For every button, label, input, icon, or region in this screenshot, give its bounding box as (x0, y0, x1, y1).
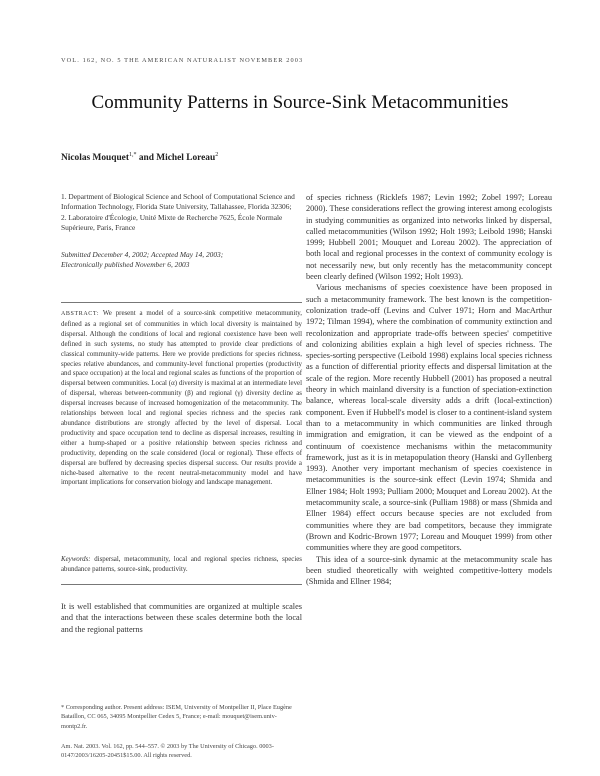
right-column (306, 192, 552, 587)
affiliations (61, 192, 302, 234)
author-affiliation-mark: 1,* (128, 152, 137, 158)
body-paragraph: of species richness (Ricklefs 1987; Levin 1992; Zobel 1997; Loreau 2000). These considerations reflect the growing interest among ecologists in studying communities as organized into networks linked by dispersal, called metacommunities (Wilson 1992; Holt 1993; Leibold 1998; Hanski 1999; Hubbell 2001; Mouquet and Loreau 2002). The appreciation of both local and regional processes in the context of community ecology is not necessarily new, but only recently has the metacommunity concept been clearly defined (Wilson 1992; Holt 1993). (306, 193, 552, 282)
publication-dates (61, 250, 302, 271)
footnote: * Corresponding author. Present address: ISEM, University of Montpellier II, Place Eugène Bataillon, CC 065, 34095 Montpellier Cedex 5, France; e-mail: mouquet@isem.univ-montp2.fr. (61, 704, 292, 730)
affiliation: 1. Department of Biological Science and School of Computational Science and Information Technology, Florida State University, Tallahassee, Florida 32306; (61, 192, 295, 212)
author-line (61, 152, 218, 163)
author-name: Michel Loreau (156, 153, 216, 164)
keywords (61, 555, 302, 575)
submitted-date: Submitted December 4, 2002; Accepted May 14, 2003; (61, 250, 224, 259)
citation: Am. Nat. 2003. Vol. 162, pp. 544–557. © 2003 by The University of Chicago. 0003-0147/2003/16205-20451$15.00. All rights reserved. (61, 743, 274, 760)
body-paragraph: Various mechanisms of species coexistence have been proposed in such a metacommunity framework. The best known is the competition-colonization trade-off (Levins and Culver 1971; Horn and MacArthur 1972; Tilman 1994), where the combination of community extinction and recolonization and appropriate trade-offs between species' competitive and colonizing abilities explain a high level of species richness. The species-sorting perspective (Leibold 1998) explains local species richness as a function of differential priority effects and dispersal limitation at the scale of the region. More recently Hubbell (2001) has proposed a neutral theory in which mainland diversity is a function of speciation-extinction balance, whereas local-scale diversity adds a drift (local-extinction) component. Even if Hubbell's model is closer to a continent-island system than to a metacommunity in which communities are linked through immigration and emigration, it can be viewed as the endpoint of a continuum of coexistence mechanisms within the metacommunity framework, just as it is in metapopulation theory (Hanski and Gyllenberg 1993). Another very important mechanism of species coexistence in metacommunities is the source-sink effect (Levin 1974; Shmida and Ellner 1984; Holt 1993; Pulliam 2000; Mouquet and Loreau 2002). At the metacommunity scale, a source-sink (Pulliam 1988) or mass (Shmida and Ellner 1984) effect occurs because species are not excluded from communities where they are bad competitors, because they immigrate (Brown and Kodric-Brown 1977; Loreau and Mouquet 1999) from other communities where they are good competitors. (306, 283, 552, 553)
author-conjunction: and (138, 153, 154, 164)
abstract (61, 309, 302, 488)
keywords-label: Keywords: (61, 556, 91, 563)
affiliation: 2. Laboratoire d'Écologie, Unité Mixte de Recherche 7625, École Normale Supérieure, Paris, France (61, 212, 283, 233)
article-title: Community Patterns in Source-Sink Metacommunities (91, 92, 509, 113)
author-name: Nicolas Mouquet (61, 153, 129, 164)
body-paragraph: This idea of a source-sink dynamic at the metacommunity scale has been studied theoretically with weighted competitive-lottery models (Shmida and Ellner 1984; (306, 554, 552, 587)
abstract-bottom-rule (61, 584, 302, 585)
abstract-text: We present a model of a source-sink competitive metacommunity, defined as a regional set of communities in which local diversity is maintained by dispersal. Although the conditions of local and regional coexistence have been well defined in such systems, no study has attempted to provide clear predictions of classical community-wide patterns. Here we provide predictions for species richness, species relative abundances, and community-level functional properties (productivity and space occupation) at the local and regional scales as functions of the proportion of dispersal between communities. Local (α) diversity is maximal at an intermediate level of dispersal, whereas between-community (β) and regional (γ) diversity decline as dispersal increases because of increased homogenization of the metacommunity. The relationships between local and regional species richness and the species rank abundance distributions are strongly affected by the level of dispersal. Local productivity and space occupation tend to decline as dispersal increases, resulting in either a hump-shaped or a positive relationship between species richness and productivity, depending on the scale considered (local or regional). These effects of dispersal are buffered by decreasing species dispersal success. Our results provide a niche-based alternative to the recent neutral-metacommunity model and have important implications for conservation biology and landscape management. (61, 310, 302, 487)
keywords-text: dispersal, metacommunity, local and regional species richness, species abundance patterns, source-sink, productivity. (61, 556, 302, 573)
abstract-top-rule (61, 302, 302, 303)
journal-header: VOL. 162, NO. 5 THE AMERICAN NATURALIST NOVEMBER 2003 (61, 57, 304, 64)
electronic-date: Electronically published November 6, 2003 (61, 260, 190, 270)
intro-paragraph: It is well established that communities are organized at multiple scales and that the interactions between these scales determine both the local and the regional patterns (61, 602, 302, 634)
abstract-label: ABSTRACT: (61, 311, 100, 317)
author-affiliation-mark: 2 (215, 152, 219, 158)
